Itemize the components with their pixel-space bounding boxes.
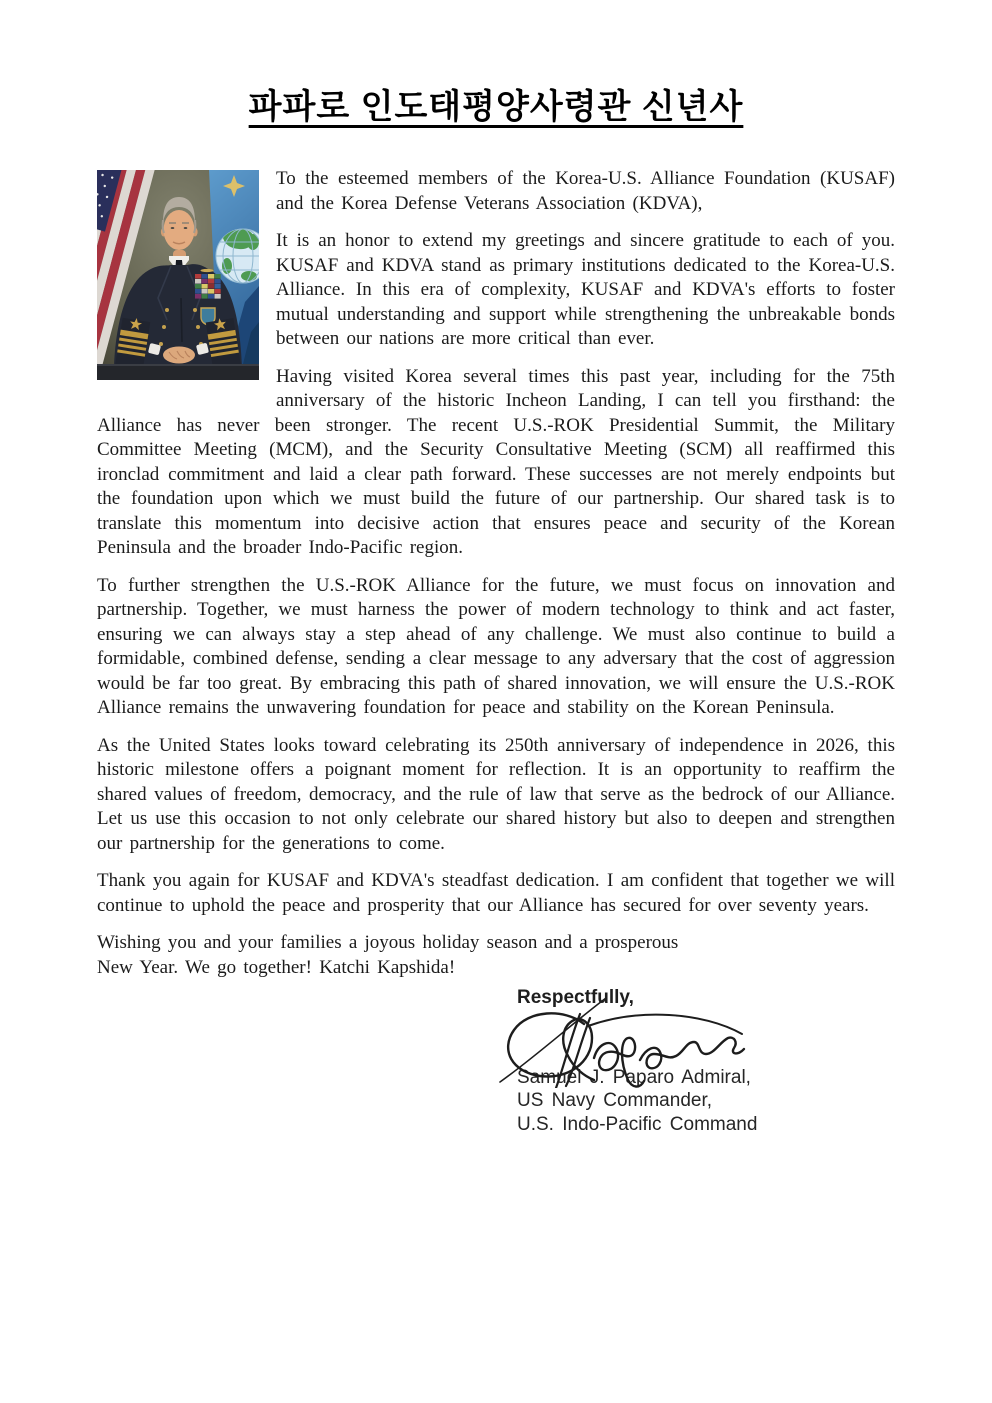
signature-name: Samuel J. Paparo Admiral,	[517, 1066, 751, 1088]
letter-paragraph-alliance: Having visited Korea several times this past year, including for the 75th anniversary of the historic Incheon Landing, I can tell you firsthand: the Alliance has never been stronger. The recent U.S.-ROK Presidential Summit, the Military Committee Meeting (MCM), and the Security Consultative Meeting (SCM) all reaffirmed this ironclad commitment and laid a clear path forward. These successes are not merely endpoints but the foundation upon which we must build the future of our partnership. Our shared task is to translate this momentum into decisive action that ensures peace and security of the Korean Peninsula and the broader Indo-Pacific region.	[97, 365, 895, 558]
portrait-photo-graphic	[97, 170, 259, 380]
page-title: 파파로 인도태평양사령관 신년사	[248, 88, 744, 126]
letter-paragraph-farewell	[97, 931, 895, 980]
table-surface	[97, 364, 259, 380]
letter-paragraph-anniversary: As the United States looks toward celebrating its 250th anniversary of independence in 2026, this historic milestone offers a poignant moment for reflection. It is an opportunity to reaffirm the shared values of freedom, democracy, and the rule of law that serve as the bedrock of our Alliance. Let us use this occasion to not only celebrate our shared history but also to deepen and strengthen our partnership for the generations to come.	[97, 734, 895, 854]
signature-command: U.S. Indo-Pacific Command	[517, 1113, 758, 1135]
warfare-pin	[201, 269, 214, 272]
letter-paragraph-salutation: To the esteemed members of the Korea-U.S. Alliance Foundation (KUSAF) and the Korea Defense Veterans Association (KDVA),	[276, 168, 895, 214]
letter-paragraph-gratitude: It is an honor to extend my greetings and sincere gratitude to each of you. KUSAF and KDVA stand as primary institutions dedicated to the Korea-U.S. Alliance. In this era of complexity, KUSAF and KDVA's efforts to foster mutual understanding and support while strengthening the unbreakable bonds between our nations are more critical than ever.	[276, 230, 895, 349]
farewell-line-2: New Year. We go together! Katchi Kapshida!	[97, 956, 456, 978]
signature-block	[517, 986, 857, 1136]
letter-paragraph-future: To further strengthen the U.S.-ROK Alliance for the future, we must focus on innovation and partnership. Together, we must harness the power of modern technology to think and act faster, ensuring we can always stay a step ahead of any challenge. We must also continue to build a formidable, combined defense, sending a clear message to any adversary that the cost of aggression would be far too great. By embracing this path of shared innovation, we will ensure the U.S.-ROK Alliance remains the unwavering foundation for peace and stability on the Korean Peninsula.	[97, 574, 895, 718]
farewell-line-1: Wishing you and your families a joyous holiday season and a prosperous	[97, 932, 679, 953]
admiral-portrait-photo	[97, 170, 259, 380]
letter-paragraph-thanks: Thank you again for KUSAF and KDVA's steadfast dedication. I am confident that together we will continue to uphold the peace and prosperity that our Alliance has secured for over seventy years.	[97, 870, 895, 916]
signature-closing: Respectfully,	[517, 987, 634, 1008]
signature-role: US Navy Commander,	[517, 1090, 713, 1111]
letter-body	[97, 167, 895, 980]
